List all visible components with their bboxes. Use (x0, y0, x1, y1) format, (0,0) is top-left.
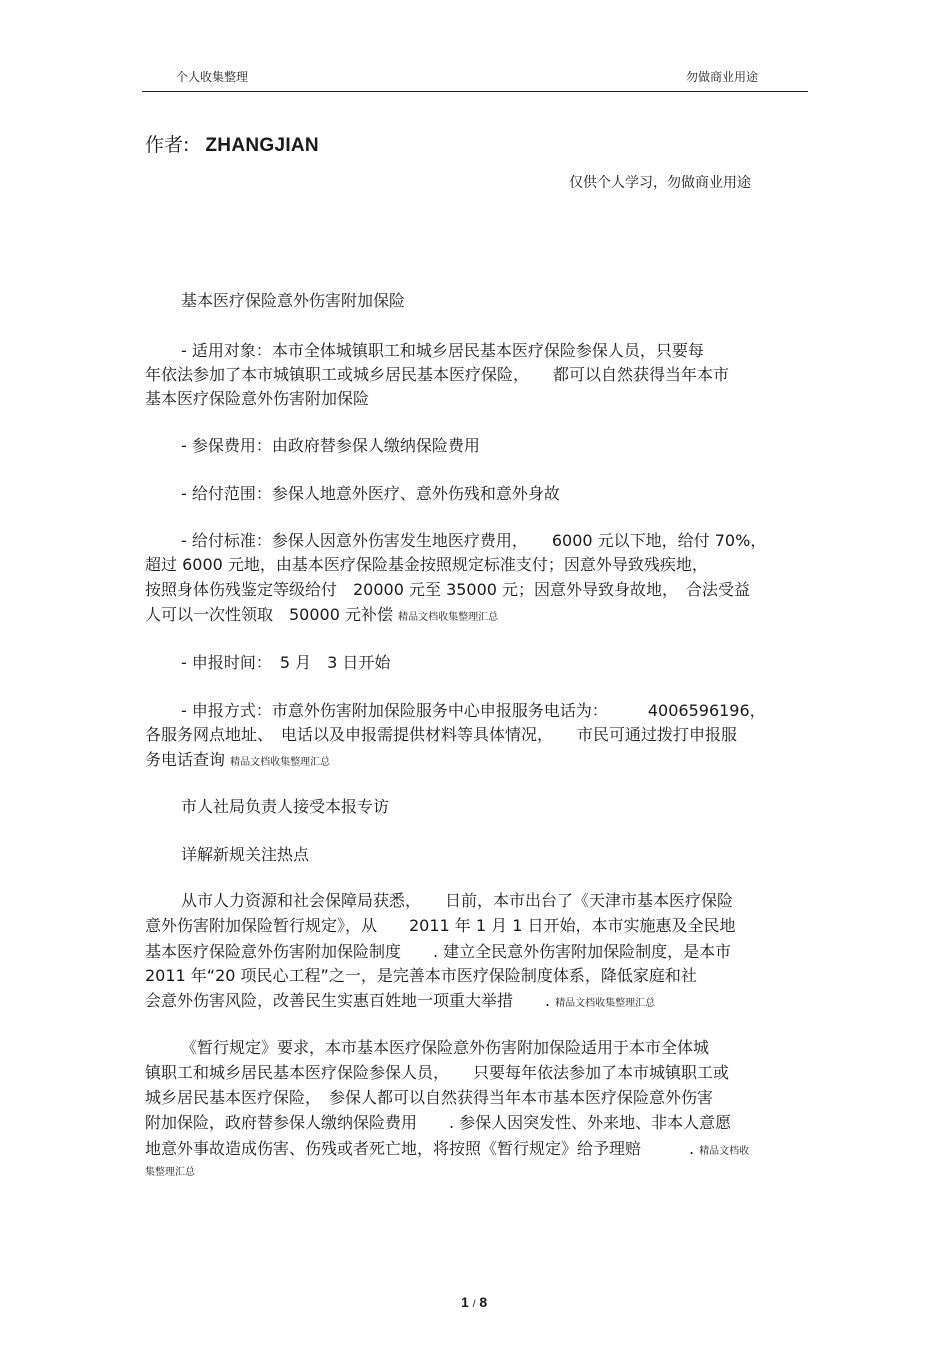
watermark-note: 集整理汇总 (145, 1167, 195, 1178)
paragraph-line: 镇职工和城乡居民基本医疗保险参保人员， 只要每年依法参加了本市城镇职工或 (145, 1063, 730, 1082)
paragraph-line: 从市人力资源和社会保障局获悉， 日前，本市出台了《天津市基本医疗保险 (181, 891, 734, 910)
paragraph-line: 会意外伤害风险，改善民生实惠百姓地一项重大举措 . 精品文档收集整理汇总 (145, 991, 656, 1010)
paragraph-line: - 给付范围：参保人地意外医疗、意外伤残和意外身故 (181, 484, 560, 503)
author-name: ZHANGJIAN (205, 135, 319, 156)
subheading: 详解新规关注热点 (181, 845, 310, 864)
watermark-note: 精品文档收集整理汇总 (555, 998, 656, 1009)
header-rule (142, 91, 808, 92)
paragraph-line: - 申报时间： 5 月 3 日开始 (181, 653, 391, 672)
watermark-note: 精品文档收集整理汇总 (230, 757, 331, 768)
paragraph-line: 务电话查询 精品文档收集整理汇总 (145, 750, 331, 769)
watermark-note: 精品文档收 (699, 1146, 750, 1157)
paragraph-line: - 申报方式：市意外伤害附加保险服务中心申报服务电话为： 4006596196， (181, 701, 766, 720)
header-right-text: 勿做商业用途 (686, 70, 759, 84)
paragraph-line: - 适用对象：本市全体城镇职工和城乡居民基本医疗保险参保人员，只要每 (181, 341, 704, 360)
paragraph-line: 基本医疗保险意外伤害附加保险制度 . 建立全民意外伤害附加保险制度，是本市 (145, 942, 732, 961)
current-page: 1 (461, 1294, 469, 1310)
paragraph-line: 意外伤害附加保险暂行规定》，从 2011 年 1 月 1 日开始，本市实施惠及全民地 (145, 916, 736, 935)
total-pages: 8 (479, 1294, 488, 1310)
paragraph-line: - 参保费用：由政府替参保人缴纳保险费用 (181, 436, 480, 455)
subheading: 市人社局负责人接受本报专访 (181, 797, 390, 816)
paragraph-line: 2011 年“20 项民心工程”之一，是完善本市医疗保险制度体系，降低家庭和社 (145, 966, 697, 985)
page-separator: / (472, 1299, 476, 1310)
paragraph-line: 《暂行规定》要求，本市基本医疗保险意外伤害附加保险适用于本市全体城 (181, 1038, 710, 1057)
paragraph-line: 超过 6000 元地，由基本医疗保险基金按照规定标准支付；因意外导致残疾地， (145, 555, 708, 574)
watermark-note: 精品文档收集整理汇总 (398, 612, 499, 623)
author-label: 作者: (145, 134, 190, 156)
paragraph-line: 基本医疗保险意外伤害附加保险 (145, 389, 370, 408)
paragraph-line: 人可以一次性领取 50000 元补偿 精品文档收集整理汇总 (145, 605, 499, 624)
paragraph-line: 各服务网点地址、 电话以及申报需提供材料等具体情况， 市民可通过拨打申报服 (145, 725, 738, 744)
author-line (145, 130, 319, 157)
paragraph-line: 地意外事故造成伤害、伤残或者死亡地，将按照《暂行规定》给予理赔 . 精品文档收 (145, 1139, 750, 1158)
paragraph-line: 附加保险，政府替参保人缴纳保险费用 . 参保人因突发性、外来地、非本人意愿 (145, 1113, 732, 1132)
paragraph-line: 按照身体伤残鉴定等级给付 20000 元至 35000 元；因意外导致身故地， 合法受益 (145, 580, 751, 599)
page-number (461, 1294, 487, 1310)
header-left-text: 个人收集整理 (176, 70, 249, 84)
paragraph-line: 城乡居民基本医疗保险， 参保人都可以自然获得当年本市基本医疗保险意外伤害 (145, 1088, 714, 1107)
paragraph-line: - 给付标准：参保人因意外伤害发生地医疗费用， 6000 元以下地，给付 70%， (181, 531, 767, 550)
paragraph-line: 年依法参加了本市城镇职工或城乡居民基本医疗保险， 都可以自然获得当年本市 (145, 365, 730, 384)
study-note: 仅供个人学习，勿做商业用途 (569, 175, 751, 191)
section-title: 基本医疗保险意外伤害附加保险 (181, 291, 406, 310)
